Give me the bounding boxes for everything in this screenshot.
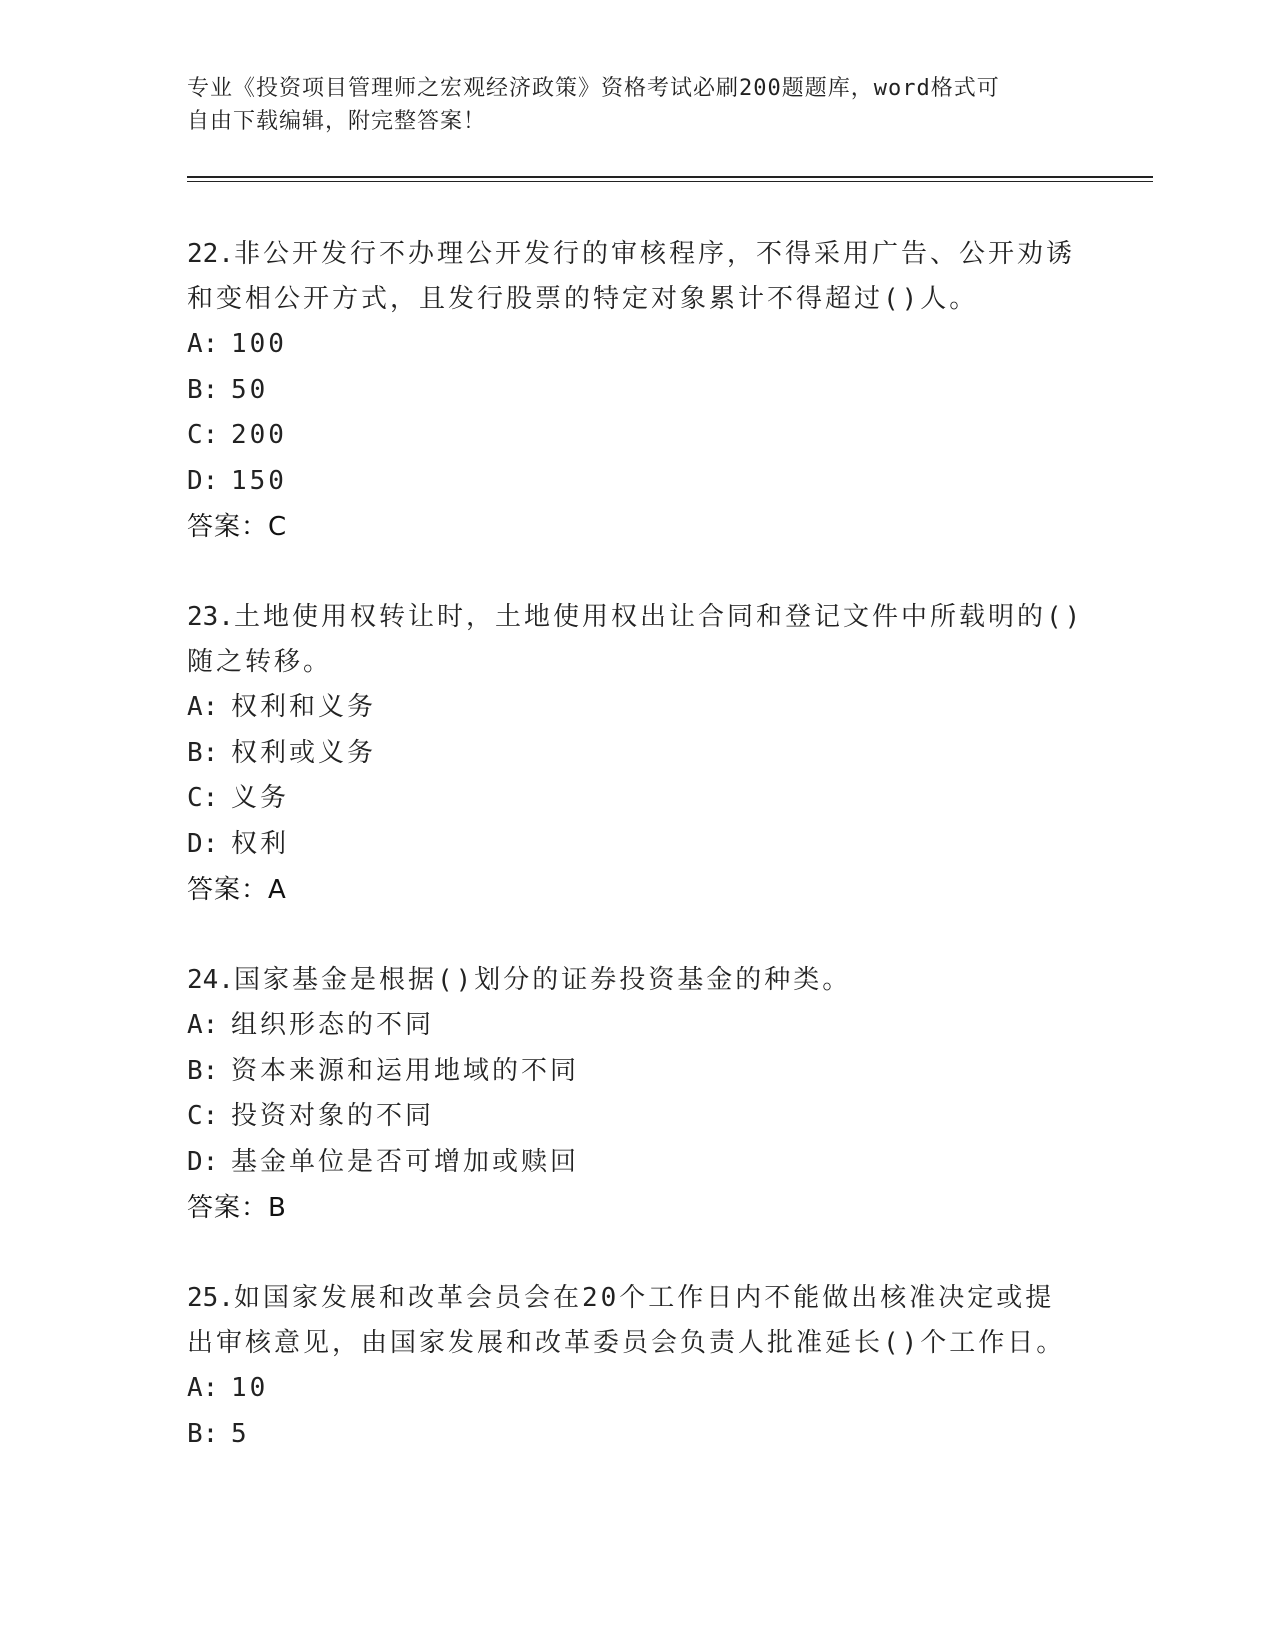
option-d (187, 1140, 1087, 1186)
answer-line: 答案：B (187, 1193, 287, 1223)
option-c (187, 413, 1087, 459)
option-d (187, 459, 1087, 505)
header-divider (187, 176, 1153, 182)
document-header (187, 72, 1077, 138)
option-a (187, 322, 1087, 368)
option-c (187, 776, 1087, 822)
option-text: 50 (231, 374, 269, 405)
option-b (187, 1049, 1087, 1095)
question-stem-line: 和变相公开方式，且发行股票的特定对象累计不得超过()人。 (187, 284, 979, 314)
question-22 (187, 232, 1087, 550)
question-stem-line (187, 1276, 1087, 1321)
option-text: 权利和义务 (231, 692, 377, 722)
question-number: 22. (187, 239, 234, 269)
header-line-1: 专业《投资项目管理师之宏观经济政策》资格考试必刷200题题库，word格式可 (187, 76, 1000, 101)
question-spacer (187, 913, 1087, 958)
option-text: 义务 (231, 783, 290, 813)
option-letter: A: (187, 1373, 219, 1403)
option-letter: D: (187, 465, 219, 496)
question-spacer (187, 1231, 1087, 1276)
option-letter: C: (187, 783, 219, 813)
option-letter: B: (187, 737, 219, 768)
option-text: 投资对象的不同 (231, 1101, 435, 1131)
question-stem-line (187, 595, 1087, 640)
option-text: 基金单位是否可增加或赎回 (231, 1146, 580, 1177)
option-letter: B: (187, 1418, 219, 1449)
option-text: 100 (231, 329, 287, 359)
answer-line: 答案：C (187, 512, 288, 542)
option-b (187, 1412, 1087, 1458)
question-23 (187, 595, 1087, 913)
option-letter: A: (187, 1010, 219, 1040)
option-letter: B: (187, 374, 219, 405)
question-24 (187, 958, 1087, 1231)
option-text: 5 (231, 1418, 250, 1449)
question-number: 23. (187, 602, 234, 632)
question-stem-line: 出审核意见，由国家发展和改革委员会负责人批准延长()个工作日。 (187, 1328, 1066, 1358)
answer-line: 答案：A (187, 875, 287, 905)
option-text: 权利或义务 (231, 737, 377, 768)
option-a (187, 685, 1087, 731)
option-b (187, 368, 1087, 414)
option-letter: A: (187, 692, 219, 722)
question-stem-line (187, 958, 1087, 1003)
question-number: 25. (187, 1283, 234, 1313)
option-letter: C: (187, 1101, 219, 1131)
option-text: 200 (231, 420, 287, 450)
question-list (187, 232, 1087, 1457)
option-a (187, 1366, 1087, 1412)
question-text: 国家基金是根据()划分的证券投资基金的种类。 (233, 965, 852, 995)
option-a (187, 1003, 1087, 1049)
option-letter: D: (187, 1146, 219, 1177)
option-letter: A: (187, 329, 219, 359)
question-25 (187, 1276, 1087, 1457)
question-stem-line (187, 232, 1087, 277)
option-text: 组织形态的不同 (231, 1010, 435, 1040)
question-number: 24. (187, 965, 234, 995)
question-stem-line: 随之转移。 (187, 647, 333, 677)
option-b (187, 731, 1087, 777)
question-text: 如国家发展和改革会员会在20个工作日内不能做出核准决定或提 (233, 1283, 1055, 1313)
option-text: 10 (231, 1373, 269, 1403)
option-text: 权利 (231, 828, 290, 859)
option-letter: B: (187, 1055, 219, 1086)
question-text: 土地使用权转让时，土地使用权出让合同和登记文件中所载明的() (233, 602, 1084, 632)
option-d (187, 822, 1087, 868)
option-letter: D: (187, 828, 219, 859)
option-c (187, 1094, 1087, 1140)
option-text: 150 (231, 465, 287, 496)
option-letter: C: (187, 420, 219, 450)
question-text: 非公开发行不办理公开发行的审核程序，不得采用广告、公开劝诱 (233, 239, 1075, 269)
option-text: 资本来源和运用地域的不同 (231, 1055, 580, 1086)
header-line-2: 自由下载编辑，附完整答案！ (187, 109, 487, 134)
question-spacer (187, 550, 1087, 595)
